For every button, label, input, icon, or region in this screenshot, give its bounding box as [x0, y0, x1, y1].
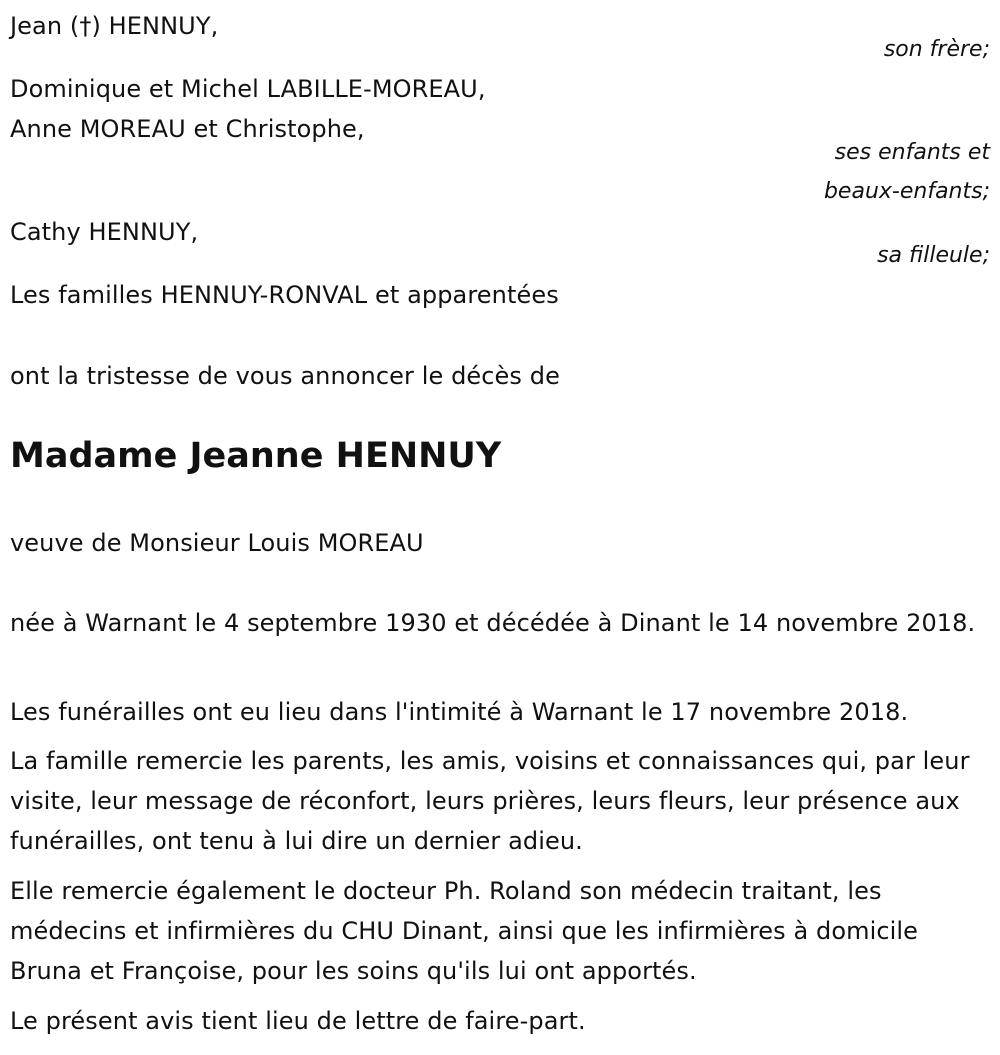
goddaughter-name: Cathy HENNUY,: [10, 218, 199, 246]
deceased-name: Madame Jeanne HENNUY: [10, 436, 502, 476]
widow-of: veuve de Monsieur Louis MOREAU: [10, 529, 424, 557]
brother-name: Jean (†) HENNUY,: [10, 12, 219, 40]
goddaughter-role: sa filleule;: [877, 243, 990, 268]
extended-families: Les familles HENNUY-RONVAL et apparentées: [10, 281, 559, 309]
birth-death-paragraph: née à Warnant le 4 septembre 1930 et décédée à Dinant le 14 novembre 2018.: [10, 609, 976, 637]
children-line-2: Anne MOREAU et Christophe,: [10, 115, 365, 143]
thanks-family-paragraph: La famille remercie les parents, les amis, voisins et connaissances qui, par leur visite, leur message de réconfort, leurs prières, leurs fleurs, leur présence aux funérailles, ont tenu à lui dire un dernier adieu.: [10, 747, 970, 855]
announcement-text: ont la tristesse de vous annoncer le décès de: [10, 362, 560, 390]
children-role-line-1: ses enfants et: [834, 140, 990, 165]
children-line-1: Dominique et Michel LABILLE-MOREAU,: [10, 75, 486, 103]
funeral-paragraph: Les funérailles ont eu lieu dans l'intimité à Warnant le 17 novembre 2018.: [10, 698, 909, 726]
notice-paragraph: Le présent avis tient lieu de lettre de faire-part.: [10, 1007, 586, 1035]
children-role-line-2: beaux-enfants;: [823, 179, 990, 204]
brother-role: son frère;: [883, 37, 990, 62]
thanks-medical-paragraph: Elle remercie également le docteur Ph. Roland son médecin traitant, les médecins et infirmières du CHU Dinant, ainsi que les infirmières à domicile Bruna et Françoise, pour les soins qu'ils lui ont apportés.: [10, 877, 919, 985]
